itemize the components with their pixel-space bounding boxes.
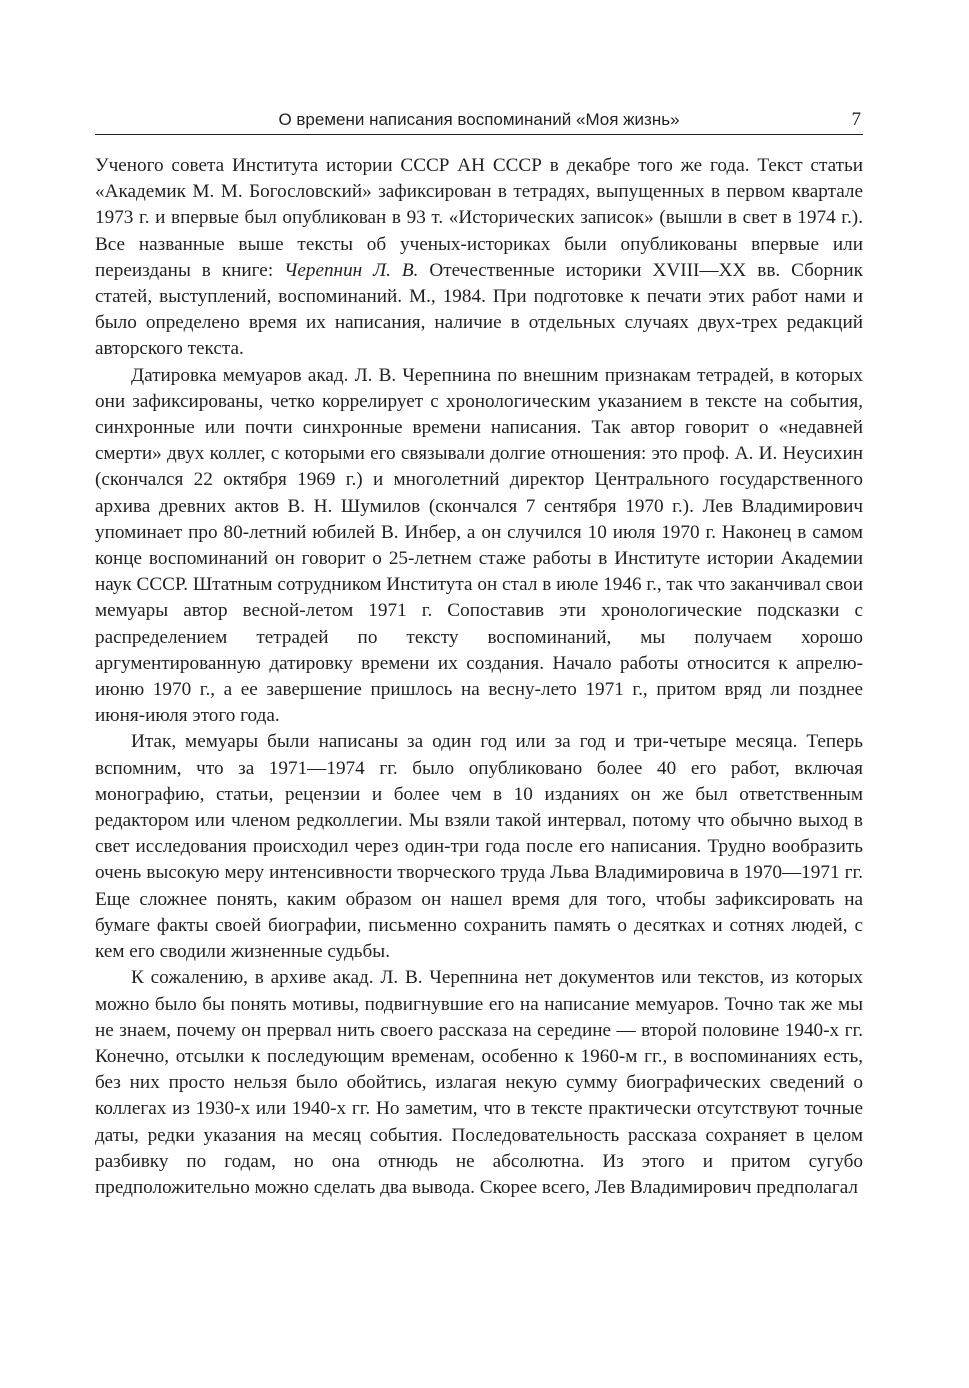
paragraph: Датировка мемуаров акад. Л. В. Черепнина по внешним признакам тетрадей, в которых они зафиксированы, четко коррелирует с хронологическим указанием в тексте на события, синхронные или почти синхронные времени написания. Так автор говорит о «недавней смерти» двух коллег, с которыми его связывали долгие отношения: это проф. А. И. Неусихин (скончался 22 октября 1969 г.) и многолетний директор Центрального государственного архива древних актов В. Н. Шумилов (скончался 7 сентября 1970 г.). Лев Владимирович упоминает про 80-летний юбилей В. Инбер, а он случился 10 июля 1970 г. Наконец в самом конце воспоминаний он говорит о 25-летнем стаже работы в Институте истории Академии наук СССР. Штатным сотрудником Института он стал в июле 1946 г., так что заканчивал свои мемуары автор весной-летом 1971 г. Сопоставив эти хронологические подсказки с распределением тетрадей по тексту воспоминаний, мы получаем хорошо аргументированную датировку времени их создания. Начало работы относится к апрелю-июню 1970 г., а ее завершение пришлось на весну-лето 1971 г., притом вряд ли позднее июня-июля этого года. — [95, 364, 863, 727]
running-head — [95, 108, 863, 132]
paragraph-continued — [95, 153, 863, 363]
header-rule — [95, 134, 863, 135]
paragraph-text: Отечественные историки XVIII—XX вв. Сборник статей, выступлений, воспоминаний. М., 1984. При подготовке к печати этих работ нами и было определено время их написания, наличие в отдельных случаях двух-трех редакций авторского текста. — [95, 259, 863, 360]
page-number: 7 — [851, 109, 861, 130]
body-text — [95, 153, 863, 1201]
paragraph: Итак, мемуары были написаны за один год или за год и три-четыре месяца. Теперь вспомним, что за 1971—1974 гг. было опубликовано более 40 его работ, включая монографию, статьи, рецензии и более чем в 10 изданиях он же был ответственным редактором или членом редколлегии. Мы взяли такой интервал, потому что обычно выход в свет исследования происходил через один-три года после его написания. Трудно вообразить очень высокую меру интенсивности творческого труда Льва Владимировича в 1970—1971 гг. Еще сложнее понять, каким образом он нашел время для того, чтобы зафиксировать на бумаге факты своей биографии, письменно сохранить память о десятках и сотнях людей, с кем его сводили жизненные судьбы. — [95, 731, 863, 963]
running-head-title: О времени написания воспоминаний «Моя жизнь» — [278, 110, 680, 129]
author-citation: Черепнин Л. В. — [284, 259, 419, 281]
paragraph: К сожалению, в архиве акад. Л. В. Черепнина нет документов или текстов, из которых можно было бы понять мотивы, подвигнувшие его на написание мемуаров. Точно так же мы не знаем, почему он прервал нить своего рассказа на середине — второй половине 1940-х гг. Конечно, отсылки к последующим временам, особенно к 1960-м гг., в воспоминаниях есть, без них просто нельзя было обойтись, излагая некую сумму биографических сведений о коллегах из 1930-х или 1940-х гг. Но заметим, что в тексте практически отсутствуют точные даты, редки указания на месяц события. Последовательность рассказа сохраняет в целом разбивку по годам, но она отнюдь не абсолютна. Из этого и притом сугубо предположительно можно сделать два вывода. Скорее всего, Лев Владимирович предполагал — [95, 967, 863, 1198]
paragraph-text: Ученого совета Института истории СССР АН СССР в декабре того же года. Текст статьи «Академик М. М. Богословский» зафиксирован в тетрадях, выпущенных в первом квартале 1973 г. и впервые был опубликован в 93 т. «Исторических записок» (вышли в свет в 1974 г.). Все названные выше тексты об ученых-историках были опубликованы впервые или переизданы в книге: — [95, 155, 863, 281]
